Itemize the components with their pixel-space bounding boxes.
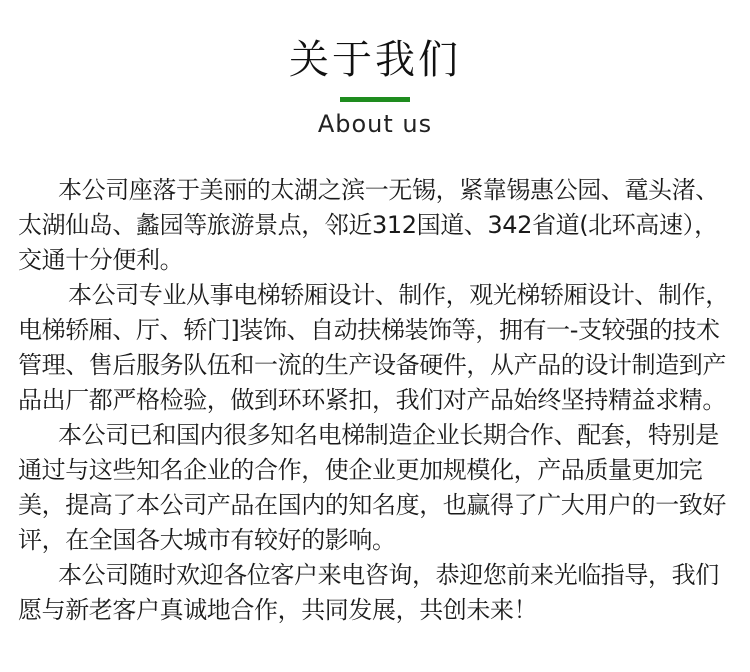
about-content [18,173,736,628]
about-paragraph-partners: 本公司已和国内很多知名电梯制造企业长期合作、配套，特别是通过与这些知名企业的合作，使企业更加规模化，产品质量更加完美，提高了本公司产品在国内的知名度，也赢得了广大用户的一致好评，在全国各大城市有较好的影响。 [18,421,726,554]
title-accent-bar [340,97,410,102]
about-paragraph-business: 本公司专业从事电梯轿厢设计、制作，观光梯轿厢设计、制作，电梯轿厢、厅、轿门]装饰、自动扶梯装饰等，拥有一-支较强的技术管理、售后服务队伍和一流的生产设备硬件，从产品的设计制造到产品出厂都严格检验，做到环环紧扣，我们对产品始终坚持精益求精。 [18,281,729,414]
about-paragraph-location: 本公司座落于美丽的太湖之滨一无锡，紧靠锡惠公园、鼋头渚、太湖仙岛、蠡园等旅游景点，邻近312国道、342省道(北环高速），交通十分便利。 [18,176,719,274]
page-subtitle: About us [317,110,433,138]
about-paragraph-welcome: 本公司随时欢迎各位客户来电咨询，恭迎您前来光临指导，我们愿与新老客户真诚地合作，共同发展，共创未来！ [18,561,719,624]
page-title: 关于我们 [289,37,461,83]
